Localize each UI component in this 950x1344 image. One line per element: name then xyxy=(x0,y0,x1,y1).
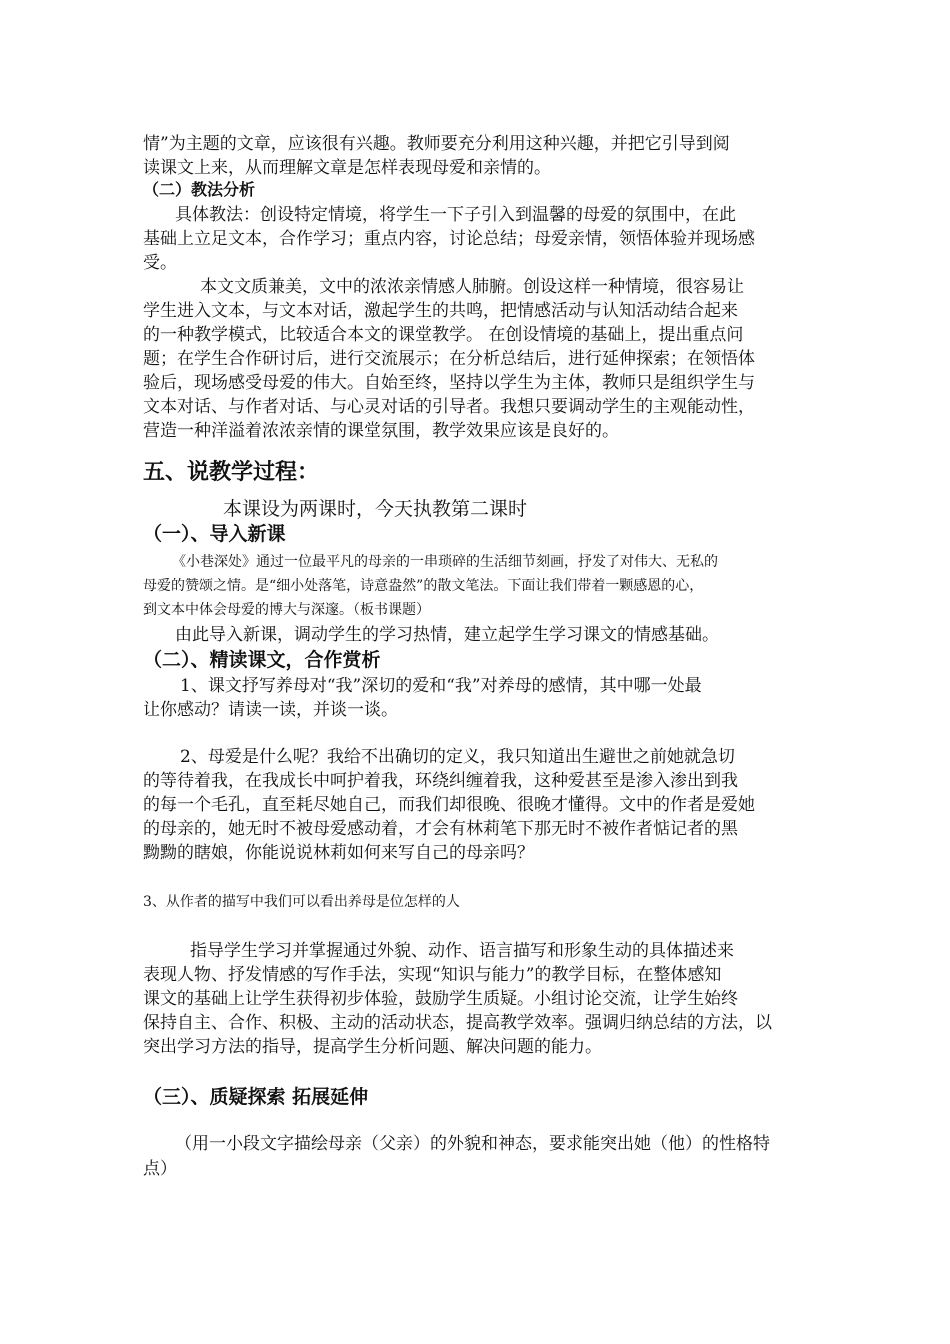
paragraph-line: 黝黝的瞎娘，你能说说林莉如何来写自己的母亲吗？ xyxy=(143,843,534,863)
section-heading: （三）、质疑探索 拓展延伸 xyxy=(143,1086,369,1108)
paragraph-line: 的等待着我，在我成长中呵护着我，环绕纠缠着我，这种爱甚至是渗入渗出到我 xyxy=(143,771,738,791)
paragraph-line: 具体教法：创设特定情境，将学生一下子引入到温馨的母爱的氛围中，在此 xyxy=(175,205,736,225)
paragraph-line: 到文本中体会母爱的博大与深邃。（板书课题） xyxy=(143,602,430,618)
section-heading: （一）、导入新课 xyxy=(143,523,286,545)
paragraph-line: 学生进入文本，与文本对话，激起学生的共鸣，把情感活动与认知活动结合起来 xyxy=(143,301,738,321)
paragraph-line: 情”为主题的文章，应该很有兴趣。教师要充分利用这种兴趣，并把它引导到阅 xyxy=(143,134,730,154)
paragraph-line: 文本对话、与作者对话、与心灵对话的引导者。我想只要调动学生的主观能动性， xyxy=(143,397,755,417)
paragraph-line: 由此导入新课，调动学生的学习热情，建立起学生学习课文的情感基础。 xyxy=(175,625,719,645)
paragraph-line: 保持自主、合作、积极、主动的活动状态，提高教学效率。强调归纳总结的方法，以 xyxy=(143,1013,772,1033)
paragraph-line: 的每一个毛孔，直至耗尽她自己，而我们却很晚、很晚才懂得。文中的作者是爱她 xyxy=(143,795,755,815)
paragraph-line: 3、从作者的描写中我们可以看出养母是位怎样的人 xyxy=(143,894,460,910)
section-heading: （二）、精读课文，合作赏析 xyxy=(143,649,381,671)
paragraph-line: 突出学习方法的指导，提高学生分析问题、解决问题的能力。 xyxy=(143,1037,602,1057)
paragraph-line: 本文文质兼美，文中的浓浓亲情感人肺腑。创设这样一种情境，很容易让 xyxy=(200,277,744,297)
paragraph-line: 指导学生学习并掌握通过外貌、动作、语言描写和形象生动的具体描述来 xyxy=(190,941,734,961)
paragraph-line: 验后，现场感受母爱的伟大。自始至终，坚持以学生为主体，教师只是组织学生与 xyxy=(143,373,755,393)
paragraph-line: 课文的基础上让学生获得初步体验，鼓励学生质疑。小组讨论交流，让学生始终 xyxy=(143,989,738,1009)
paragraph-line: 2、母爱是什么呢？我给不出确切的定义，我只知道出生避世之前她就急切 xyxy=(180,747,735,767)
paragraph-line: 《小巷深处》通过一位最平凡的母亲的一串琐碎的生活细节刻画，抒发了对伟大、无私的 xyxy=(172,554,718,570)
paragraph-line: 1、课文抒写养母对“我”深切的爱和“我”对养母的感情，其中哪一处最 xyxy=(180,676,702,696)
paragraph-line: 让你感动？请读一读，并谈一谈。 xyxy=(143,700,398,720)
paragraph-line: 表现人物、抒发情感的写作手法，实现“知识与能力”的教学目标，在整体感知 xyxy=(143,965,722,985)
paragraph-line: 读课文上来，从而理解文章是怎样表现母爱和亲情的。 xyxy=(143,158,551,178)
paragraph-line: 母爱的赞颂之情。是“细小处落笔，诗意盎然”的散文笔法。下面让我们带着一颗感恩的心， xyxy=(143,578,704,594)
paragraph-line: 受。 xyxy=(143,253,177,273)
section-heading: （二）教法分析 xyxy=(143,180,256,199)
paragraph-line: 营造一种洋溢着浓浓亲情的课堂氛围，教学效果应该是良好的。 xyxy=(143,421,619,441)
paragraph-line: 基础上立足文本，合作学习；重点内容，讨论总结；母爱亲情，领悟体验并现场感 xyxy=(143,229,755,249)
paragraph-line: 本课设为两课时，今天执教第二课时 xyxy=(223,498,528,520)
paragraph-line: 题；在学生合作研讨后，进行交流展示；在分析总结后，进行延伸探索；在领悟体 xyxy=(143,349,755,369)
chapter-heading: 五、说教学过程： xyxy=(143,460,320,485)
paragraph-line: （用一小段文字描绘母亲（父亲）的外貌和神态，要求能突出她（他）的性格特 xyxy=(175,1134,770,1154)
paragraph-line: 的母亲的，她无时不被母爱感动着，才会有林莉笔下那无时不被作者惦记者的黑 xyxy=(143,819,738,839)
paragraph-line: 点） xyxy=(143,1159,177,1179)
paragraph-line: 的一种教学模式，比较适合本文的课堂教学。 在创设情境的基础上，提出重点问 xyxy=(143,325,744,345)
